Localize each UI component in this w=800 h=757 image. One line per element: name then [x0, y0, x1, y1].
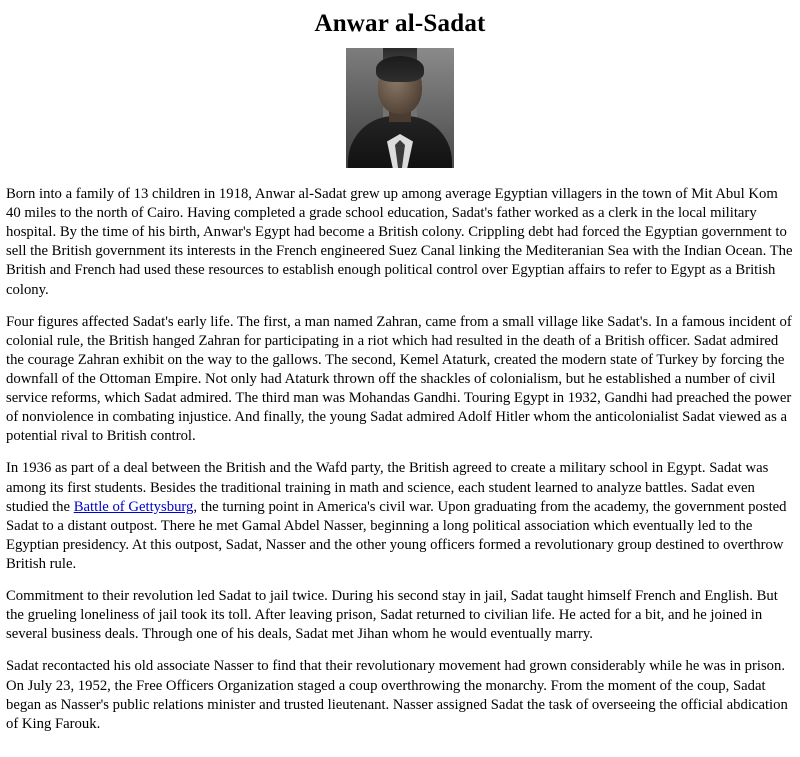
paragraph-1: Born into a family of 13 children in 1918, Anwar al-Sadat grew up among average Egyptian villagers in the town of Mit Abul Kom 40 miles to the north of Cairo. Having completed a grade school education, Sadat's father worked as a clerk in the local military hospital. By the time of his birth, Anwar's Egypt had become a British colony. Crippling debt had forced the Egyptian government to sell the British government its interests in the French engineered Suez Canal linking the Mediteranian Sea with the Indian Ocean. The British and French had used these resources to establish enough political control over Egyptian affairs to refer to Egypt as a British colony.	[6, 186, 793, 298]
paragraph-3	[6, 459, 794, 574]
page-title: Anwar al-Sadat	[314, 10, 486, 37]
portrait-container	[6, 48, 794, 173]
paragraph-4: Commitment to their revolution led Sadat to jail twice. During his second stay in jail, Sadat taught himself French and English. But the grueling loneliness of jail took its toll. After leaving prison, Sadat returned to civilian life. He acted for a bit, and he joined in several business deals. Through one of his deals, Sadat met Jihan whom he would eventually marry.	[6, 588, 778, 643]
portrait-hair	[376, 56, 424, 82]
paragraph-3-text-after-link: , the turning point in America's civil war. Upon graduating from the academy, the government posted Sadat to a distant outpost. There he met Gamal Abdel Nasser, beginning a long political association which eventually led to the Egyptian presidency. At this outpost, Sadat, Nasser and the other young officers formed a revolutionary group destined to overthrow British rule.	[6, 498, 787, 572]
paragraph-5: Sadat recontacted his old associate Nasser to find that their revolutionary movement had grown considerably while he was in prison. On July 23, 1952, the Free Officers Organization staged a coup overthrowing the monarchy. From the moment of the coup, Sadat began as Nasser's public relations minister and trusted lieutenant. Nasser assigned Sadat the task of overseeing the official abdication of King Farouk.	[6, 658, 788, 732]
paragraph-2: Four figures affected Sadat's early life. The first, a man named Zahran, came from a small village like Sadat's. In a famous incident of colonial rule, the British hanged Zahran for participating in a riot which had resulted in the death of a British officer. Sadat admired the courage Zahran exhibit on the way to the gallows. The second, Kemel Ataturk, created the modern state of Turkey by forcing the downfall of the Ottoman Empire. Not only had Ataturk thrown off the shackles of colonialism, but he established a number of civil service reforms, which Sadat admired. The third man was Mohandas Gandhi. Touring Egypt in 1932, Gandhi had preached the power of nonviolence in combating injustice. And finally, the young Sadat admired Adolf Hitler whom the anticolonialist Sadat viewed as a potential rival to British control.	[6, 313, 792, 445]
battle-of-gettysburg-link[interactable]: Battle of Gettysburg	[73, 498, 194, 515]
portrait-photo	[346, 48, 454, 168]
paragraph-3-text-before-link: In 1936 as part of a deal between the British and the Wafd party, the British agreed to create a military school in Egypt. Sadat was among its first students. Besides the traditional training in math and science, each student learned to analyze battles. Sadat even studied the	[6, 460, 769, 515]
